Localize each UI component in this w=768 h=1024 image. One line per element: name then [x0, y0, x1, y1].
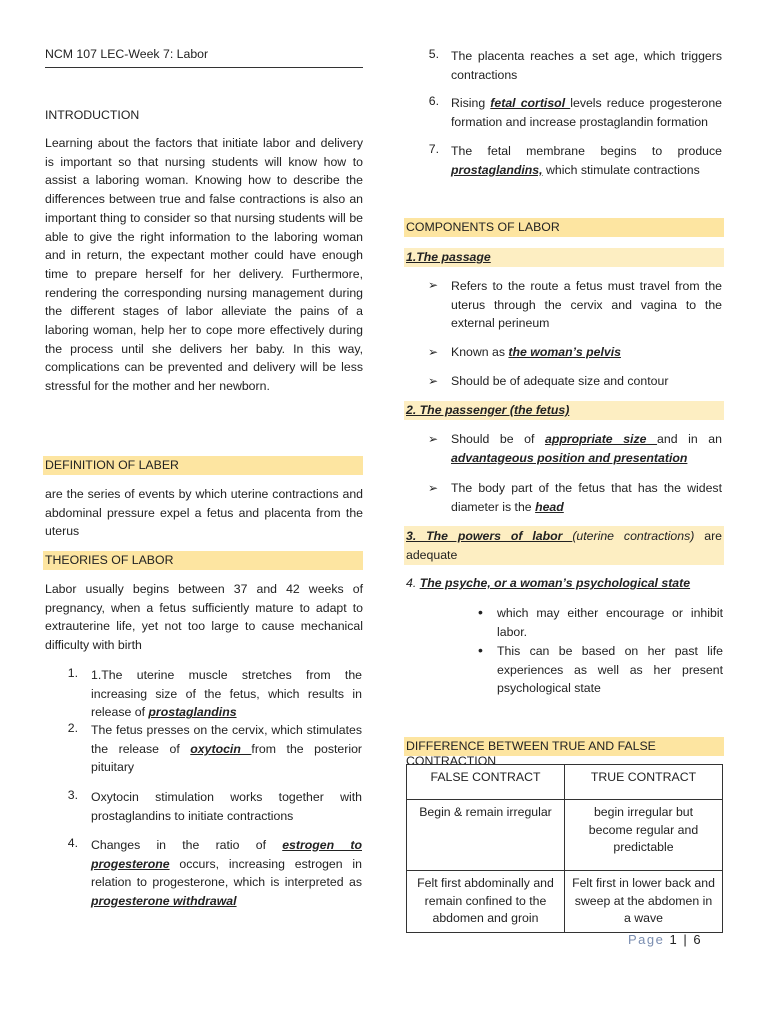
page-separator: |: [683, 932, 689, 947]
list-number: 3.: [67, 788, 78, 802]
table-header-row: [407, 765, 723, 800]
definition-heading: [43, 456, 363, 475]
list-number: 4.: [67, 836, 78, 850]
passenger-bullet-emphasis: appropriate size: [544, 432, 658, 446]
psyche-bullet: This can be based on her past life experiences as well as her present psychological state: [497, 644, 723, 696]
intro-heading: INTRODUCTION: [45, 108, 140, 122]
powers-title: [404, 526, 724, 565]
theory-item: The placenta reaches a set age, which triggers contractions: [451, 49, 722, 82]
page-number: 1: [669, 932, 679, 947]
list-number: 7.: [428, 142, 439, 156]
table-header-cell: FALSE CONTRACT: [407, 765, 565, 800]
powers-title-paren: (uterine contractions): [572, 529, 695, 543]
theory-item-emphasis-2: progesterone withdrawal: [91, 894, 237, 909]
theory-item-text-end: occurs, increasing estrogen in relation to progesterone, which is interpreted as: [91, 856, 362, 890]
passage-title: [404, 248, 724, 267]
difference-heading-text: DIFFERENCE BETWEEN TRUE AND FALSE CONTRACTION: [406, 739, 656, 768]
theory-item-text-end: from the posterior pituitary: [91, 741, 363, 775]
table-cell: Begin & remain irregular: [407, 800, 565, 871]
psyche-number: 4.: [406, 576, 420, 590]
table-cell: Felt first in lower back and sweep at the abdomen in a wave: [565, 871, 723, 933]
arrow-bullet-icon: ➢: [428, 432, 439, 446]
theory-item-text: The fetal membrane begins to produce: [451, 144, 722, 158]
table-cell: Felt first abdominally and remain confined to the abdomen and groin: [407, 871, 565, 933]
theory-item: [91, 666, 362, 722]
passenger-bullet: [451, 479, 722, 516]
intro-body: Learning about the factors that initiate labor and delivery is important so that nursing students will know how to assist a laboring woman. Knowing how to describe the differences between true and false contractions is also an important thing to consider so that nursing students will be able to give the right information to the laboring woman and in return, the expectant mother could have enough time to prepare herself for her delivery. Furthermore, rendering the corresponding nursing management during the different stages of labor alleviate the pains of a laboring woman, help her to cope more effectively during the process until she delivers her baby. In this way, complications can be prevented and delivery will be less stressful for the mother and her newborn.: [45, 136, 363, 394]
theory-item: [91, 721, 362, 777]
definition-body: are the series of events by which uterine contractions and abdominal pressure expel a fetus and placenta from the uterus: [45, 487, 363, 539]
document-title: NCM 107 LEC-Week 7: Labor: [45, 47, 209, 61]
table-row: [407, 871, 723, 933]
passage-bullet-emphasis: the woman’s pelvis: [508, 345, 621, 359]
passage-bullet: Should be of adequate size and contour: [451, 374, 669, 388]
theory-item-text-end: which stimulate contractions: [542, 162, 700, 177]
passenger-bullet-text: Should be of: [451, 432, 545, 446]
passenger-bullet-emphasis: head: [535, 499, 564, 514]
bullet-dot-icon: •: [478, 642, 483, 658]
theory-item-text: The fetus presses on the cervix, which stimulates the release of: [91, 723, 362, 756]
contraction-comparison-table: [406, 764, 723, 933]
powers-title-text: are adequate: [406, 529, 722, 562]
theory-item: [451, 142, 722, 179]
theory-item-text: Changes in the ratio of: [91, 838, 283, 852]
passenger-bullet-text: The body part of the fetus that has the widest diameter is the: [451, 481, 722, 514]
passenger-title: [404, 401, 724, 420]
theory-item-text: 1.The uterine muscle stretches from the increasing size of the fetus, which results in release of: [91, 668, 362, 720]
table-cell: begin irregular but become regular and predictable: [565, 800, 723, 871]
theory-item: Oxytocin stimulation works together with prostaglandins to initiate contractions: [91, 790, 362, 823]
theory-item-emphasis: fetal cortisol: [490, 96, 571, 110]
passenger-title-text: 2. The passenger (the fetus): [406, 403, 570, 417]
header-divider: [45, 67, 363, 68]
arrow-bullet-icon: ➢: [428, 481, 439, 495]
arrow-bullet-icon: ➢: [428, 345, 439, 359]
arrow-bullet-icon: ➢: [428, 278, 439, 292]
bullet-dot-icon: •: [478, 604, 483, 620]
theories-heading: [43, 551, 363, 570]
theory-item-text: Rising: [451, 96, 491, 110]
passage-title-text: 1.The passage: [406, 250, 491, 264]
theories-body: Labor usually begins between 37 and 42 weeks of pregnancy, when a fetus sufficiently mature to adapt to extrauterine life, yet not too large to cause mechanical difficulty with birth: [45, 582, 363, 653]
list-number: 2.: [67, 721, 78, 735]
page-footer: [628, 932, 702, 947]
arrow-bullet-icon: ➢: [428, 374, 439, 388]
theory-item-emphasis: prostaglandins: [148, 705, 237, 720]
theory-item: [91, 836, 362, 911]
passage-bullet-text: Known as: [451, 345, 509, 359]
page-total: 6: [693, 932, 703, 947]
passenger-bullet: [451, 430, 722, 467]
psyche-title: [406, 574, 690, 593]
table-row: [407, 800, 723, 871]
theories-heading-text: THEORIES OF LABOR: [45, 553, 174, 567]
passenger-bullet-emphasis-2: advantageous position and presentation: [451, 450, 688, 465]
list-number: 1.: [67, 666, 78, 680]
list-number: 5.: [428, 47, 439, 61]
theory-item-emphasis: oxytocin: [190, 741, 252, 756]
theory-item-text-end: levels reduce progesterone formation and increase prostaglandin formation: [451, 96, 722, 129]
components-heading: [404, 218, 724, 237]
psyche-title-text: The psyche, or a woman’s psychological state: [419, 576, 691, 590]
passage-bullet: [451, 343, 722, 362]
passage-bullet: Refers to the route a fetus must travel from the uterus through the cervix and vagina to the external perineum: [451, 279, 722, 331]
list-number: 6.: [428, 94, 439, 108]
powers-title-emphasis: 3. The powers of labor: [406, 529, 573, 543]
definition-heading-text: DEFINITION OF LABER: [45, 458, 179, 472]
psyche-bullet: which may either encourage or inhibit labor.: [497, 606, 723, 639]
theory-item-emphasis: prostaglandins,: [451, 162, 543, 177]
theory-item-emphasis: estrogen to progesterone: [91, 838, 362, 871]
difference-heading: [404, 737, 724, 768]
page-label: Page: [628, 932, 665, 947]
table-header-cell: TRUE CONTRACT: [565, 765, 723, 800]
passenger-bullet-text-mid: and in an: [657, 432, 722, 446]
components-heading-text: COMPONENTS OF LABOR: [406, 220, 560, 234]
theory-item: [451, 94, 722, 131]
